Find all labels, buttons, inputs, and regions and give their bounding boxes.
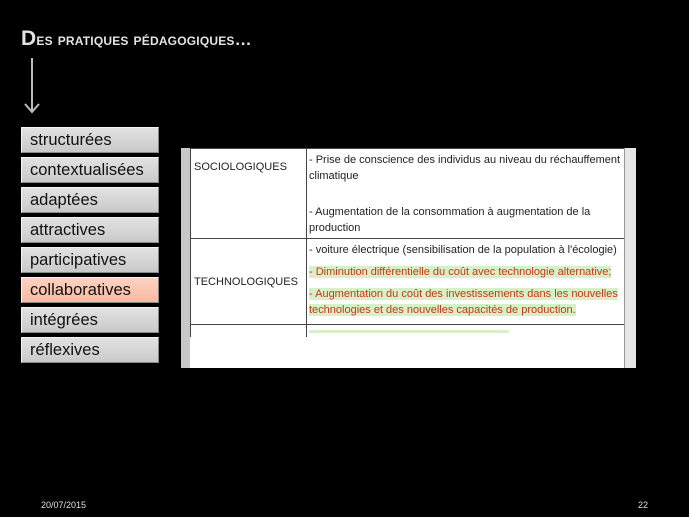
pest-table-image xyxy=(181,148,636,368)
category-cell: SOCIOLOGIQUES xyxy=(191,149,307,239)
pest-table xyxy=(190,148,635,337)
practices-list xyxy=(21,127,159,367)
list-item-integrees[interactable]: intégrées xyxy=(21,307,159,333)
list-item-contextualisees[interactable]: contextualisées xyxy=(21,157,159,183)
description-line: - Augmentation de la consommation à augmentation de la production xyxy=(309,206,591,234)
highlighted-line: - Augmentation du coût des investissements dans les nouvelles technologies et des nouvelles capacités de production. xyxy=(309,288,618,316)
description-cell xyxy=(307,149,635,239)
description-line: - voiture électrique (sensibilisation de la population à l'écologie) xyxy=(309,244,617,256)
list-item-reflexives[interactable]: réflexives xyxy=(21,337,159,363)
table-row-partial xyxy=(191,325,635,338)
title-ellipsis: … xyxy=(234,30,252,49)
title-initial: D xyxy=(21,27,37,50)
table-row xyxy=(191,149,635,239)
slide-title xyxy=(21,27,252,51)
page-number: 22 xyxy=(637,500,648,510)
list-item-participatives[interactable]: participatives xyxy=(21,247,159,273)
description-cell xyxy=(307,239,635,325)
category-cell: TECHNOLOGIQUES xyxy=(191,239,307,325)
list-item-collaboratives[interactable]: collaboratives xyxy=(21,277,159,303)
title-rest: es pratiques pédagogiques xyxy=(36,30,235,49)
description-line: - Prise de conscience des individus au niveau du réchauffement climatique xyxy=(309,154,621,182)
table-scrollbar xyxy=(624,148,636,368)
highlighted-line: - Diminution différentielle du coût avec technologie alternative; xyxy=(309,266,612,278)
list-item-attractives[interactable]: attractives xyxy=(21,217,159,243)
down-arrow-icon xyxy=(23,58,41,114)
list-item-structurees[interactable]: structurées xyxy=(21,127,159,153)
footer-date: 20/07/2015 xyxy=(41,500,87,510)
table-row xyxy=(191,239,635,325)
list-item-adaptees[interactable]: adaptées xyxy=(21,187,159,213)
